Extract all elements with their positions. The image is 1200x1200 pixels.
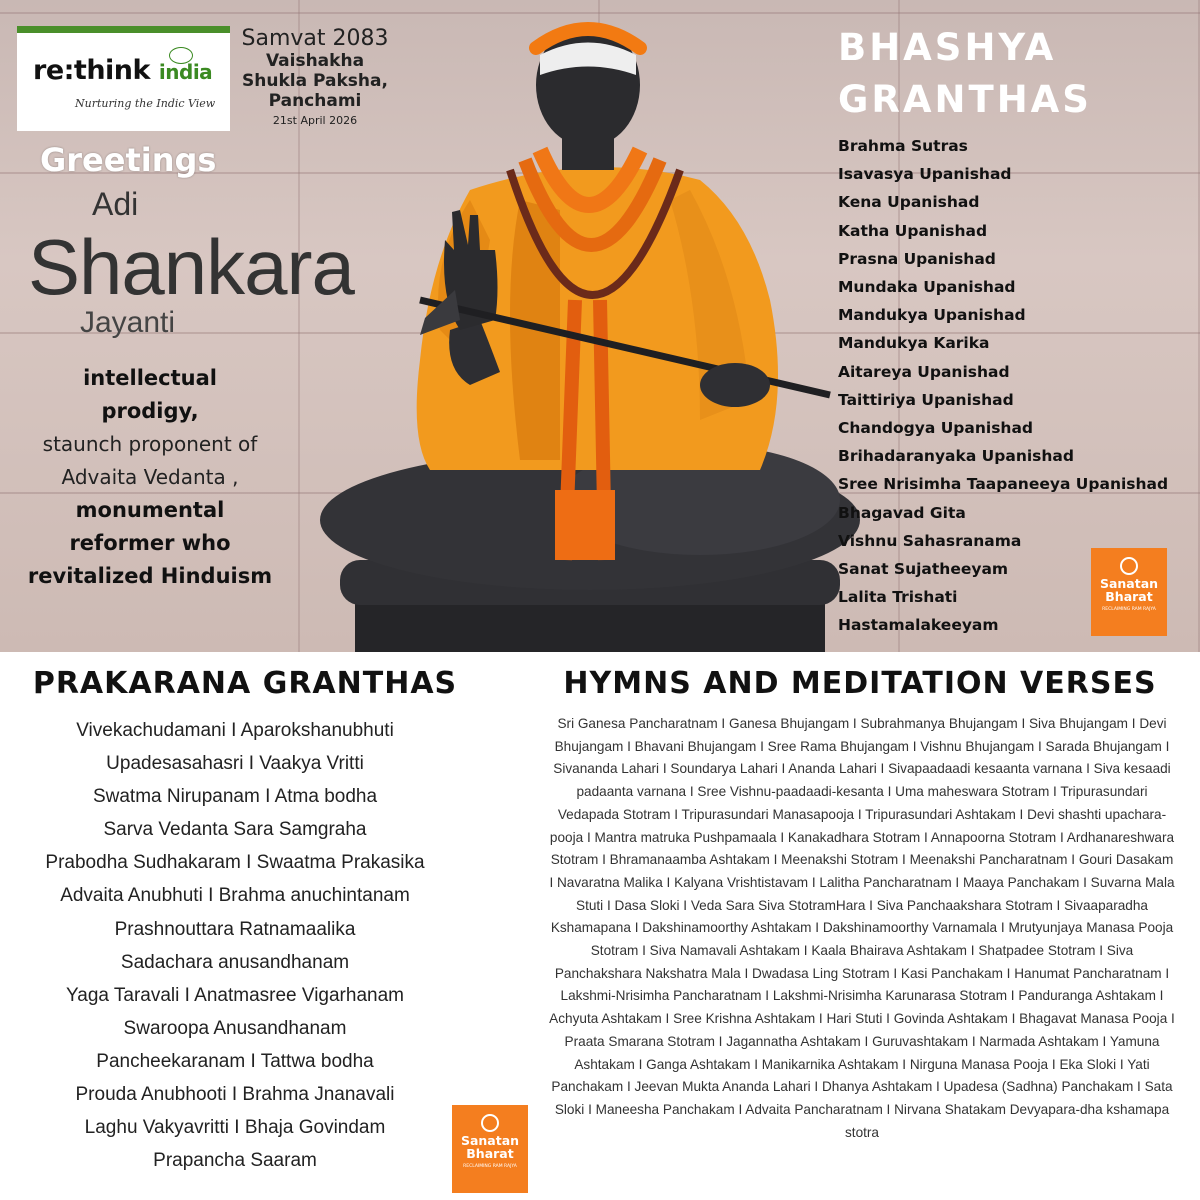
month-line: Vaishakha <box>265 51 365 71</box>
list-item: Chandogya Upanishad <box>838 419 1034 438</box>
logo-wordmark <box>33 55 212 86</box>
description-block <box>0 362 300 593</box>
sanatan-bharat-logo <box>1091 548 1167 636</box>
list-item: Kena Upanishad <box>838 193 980 212</box>
list-item: Swatma Nirupanam I Atma bodha <box>92 786 378 808</box>
badge-tag: RECLAIMING RAM RAJYA <box>463 1164 517 1169</box>
list-item: Brahma Sutras <box>838 137 968 155</box>
bhashya-heading-line2: GRANTHAS <box>838 78 1092 121</box>
desc-line: prodigy, <box>101 399 199 423</box>
list-item: Mandukya Karika <box>838 334 990 353</box>
greeting-text: Greetings <box>40 141 217 179</box>
list-item: Prasna Upanishad <box>838 249 996 268</box>
list-item: Hastamalakeeyam <box>838 616 999 635</box>
hindu-calendar-date <box>240 26 390 127</box>
bhashya-heading-line1: BHASHYA <box>838 26 1057 69</box>
list-item: Taittiriya Upanishad <box>838 390 1014 409</box>
prakarana-list <box>0 714 470 1177</box>
badge-line2: Bharat <box>466 1146 514 1161</box>
bhashya-heading <box>838 22 1092 126</box>
badge-line2: Bharat <box>1105 589 1153 604</box>
badge-line1: Sanatan <box>1099 576 1159 591</box>
list-item: Prabodha Sudhakaram I Swaatma Prakasika <box>45 852 425 874</box>
list-item: Vishnu Sahasranama <box>838 531 1022 550</box>
logo-tagline: Nurturing the Indic View <box>75 97 216 110</box>
samvat-year: Samvat 2083 <box>241 26 389 51</box>
desc-line: intellectual <box>83 366 217 390</box>
list-item: Sanat Sujatheeyam <box>838 560 1009 579</box>
sanatan-bharat-logo-bottom <box>452 1105 528 1193</box>
list-item: Mandukya Upanishad <box>838 306 1026 325</box>
desc-line: revitalized Hinduism <box>27 564 273 588</box>
list-item: Yaga Taravali I Anatmasree Vigarhanam <box>66 984 404 1006</box>
desc-line: staunch proponent of <box>42 432 258 456</box>
logo-india-text: india <box>158 60 213 84</box>
badge-tag: RECLAIMING RAM RAJYA <box>1102 607 1156 612</box>
hymns-heading: HYMNS AND MEDITATION VERSES <box>563 666 1157 701</box>
desc-line: Advaita Vedanta , <box>61 465 239 489</box>
tithi-line: Panchami <box>268 91 362 111</box>
sanatan-ring-icon <box>481 1114 499 1132</box>
logo-rethink-text: re:think <box>33 55 150 86</box>
list-item: Sadachara anusandhanam <box>120 951 350 973</box>
prakarana-heading: PRAKARANA GRANTHAS <box>32 666 458 701</box>
paksha-line: Shukla Paksha, <box>242 71 388 91</box>
list-item: Mundaka Upanishad <box>838 278 1016 297</box>
title-jayanti: Jayanti <box>80 306 176 339</box>
desc-line: monumental <box>75 498 225 522</box>
list-item: Isavasya Upanishad <box>838 165 1012 184</box>
title-adi: Adi <box>92 186 139 222</box>
list-item: Aitareya Upanishad <box>838 362 1010 381</box>
list-item: Bhagavad Gita <box>838 503 966 522</box>
list-item: Sree Nrisimha Taapaneeya Upanishad <box>838 475 1169 494</box>
list-item: Sarva Vedanta Sara Samgraha <box>103 819 367 841</box>
list-item: Laghu Vakyavritti I Bhaja Govindam <box>84 1117 386 1139</box>
list-item: Prashnouttara Ratnamaalika <box>114 918 356 940</box>
gregorian-date: 21st April 2026 <box>272 114 358 127</box>
rethink-india-logo <box>17 26 230 131</box>
list-item: Prapancha Saaram <box>153 1150 317 1172</box>
title-shankara: Shankara <box>28 223 354 311</box>
list-item: Katha Upanishad <box>838 221 988 240</box>
list-item: Prouda Anubhooti I Brahma Jnanavali <box>75 1084 395 1106</box>
list-item: Advaita Anubhuti I Brahma anuchintanam <box>60 885 410 907</box>
desc-line: reformer who <box>69 531 231 555</box>
list-item: Swaroopa Anusandhanam <box>123 1017 347 1039</box>
list-item: Vivekachudamani I Aparokshanubhuti <box>76 720 394 741</box>
list-item: Lalita Trishati <box>838 588 958 607</box>
sanatan-ring-icon <box>1120 557 1138 575</box>
badge-line1: Sanatan <box>460 1133 520 1148</box>
hymns-text: Sri Ganesa Pancharatnam I Ganesa Bhujangam I Subrahmanya Bhujangam I Siva Bhujangam I Devi Bhujangam I Bhavani Bhujangam I Sree Rama Bhujangam I Vishnu Bhujangam I Sarada Bhujangam I Sivananda Lahari I Soundarya Lahari I Ananda Lahari I Sivapaadaadi kesaanta varnana I Siva kesaadi padaanta varnana I Sree Vishnu-paadaadi-kesanta I Uma maheswara Stotram I Tripurasundari Vedapada Stotram I Tripurasundari Manasapooja I Tripurasundari Ashtakam I Devi shashti upachara-pooja I Mantra matruka Pushpamaala I Kanakadhara Stotram I Annapoorna Stotram I Ardhanareshwara Stotram I Bhramanaamba Ashtakam I Meenakshi Stotram I Meenakshi Pancharatnam I Gouri Dasakam I Navaratna Malika I Kalyana Vrishtistavam I Lalitha Pancharatnam I Maaya Panchakam I Suvarna Mala Stuti I Dasa Sloki I Veda Sara Siva StotramHara I Siva Panchaakshara Stotram I Sivaaparadha Kshamapana I Dakshinamoorthy Ashtakam I Dakshinamoorthy Varnamala I Mrutyunjaya Manasa Pooja Stotram I Siva Namavali Ashtakam I Kaala Bhairava Ashtakam I Shatpadee Stotram I Siva Panchakshara Nakshatra Mala I Dwadasa Ling Stotram I Kasi Panchakam I Hanumat Pancharatnam I Lakshmi-Nrisimha Pancharatnam I Lakshmi-Nrisimha Karunarasa Stotram I Panduranga Ashtakam I Achyuta Ashtakam I Sree Krishna Ashtakam I Hari Stuti I Govinda Ashtakam I Bhagavat Manasa Pooja I Praata Smarana Stotram I Jagannatha Ashtakam I Guruvashtakam I Narmada Ashtakam I Yamuna Ashtakam I Ganga Ashtakam I Manikarnika Ashtakam I Nirguna Manasa Pooja I Eka Sloki I Yati Panchakam I Jeevan Mukta Ananda Lahari I Dhanya Ashtakam I Upadesa (Sadhna) Panchakam I Sata Sloki I Maneesha Panchakam I Advaita Pancharatnam I Nirvana Shatakam Devyapara-dha kshamapa stotra <box>549 716 1175 1140</box>
list-item: Brihadaranyaka Upanishad <box>838 447 1074 466</box>
list-item: Pancheekaranam I Tattwa bodha <box>96 1050 374 1072</box>
list-item: Upadesasahasri I Vaakya Vritti <box>106 753 364 775</box>
